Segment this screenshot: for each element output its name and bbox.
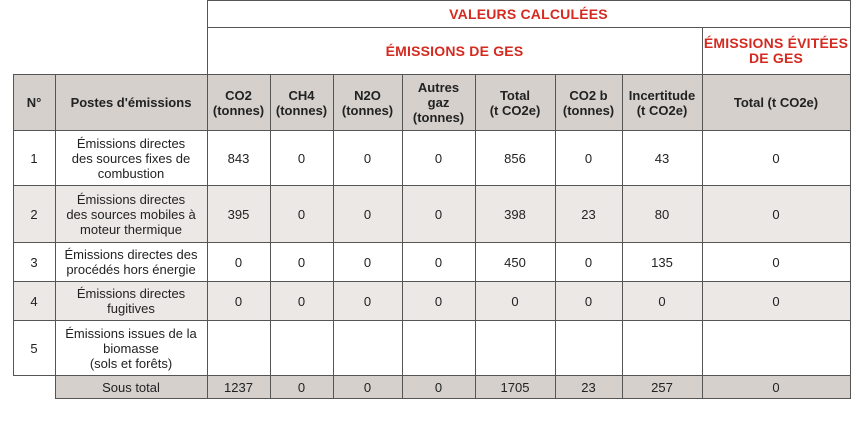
cell-ch4: 0 — [270, 243, 333, 282]
cell-co2: 395 — [207, 186, 270, 243]
row-poste: Émissions directes des sources mobiles à moteur thermique — [55, 186, 207, 243]
cell-autres: 0 — [402, 282, 475, 321]
cell-co2: 0 — [207, 282, 270, 321]
subtotal-ch4: 0 — [270, 376, 333, 399]
cell-incertitude: 135 — [622, 243, 702, 282]
cell-n2o: 0 — [333, 186, 402, 243]
cell-autres: 0 — [402, 186, 475, 243]
cell-total: 398 — [475, 186, 555, 243]
cell-evitees: 0 — [702, 131, 850, 186]
row-poste: Émissions directes fugitives — [55, 282, 207, 321]
col-co2b-header: CO2 b (tonnes) — [555, 75, 622, 131]
cell-autres: 0 — [402, 243, 475, 282]
cell-co2: 843 — [207, 131, 270, 186]
table-row — [0, 243, 850, 282]
cell-incertitude: 80 — [622, 186, 702, 243]
cell-ch4 — [270, 321, 333, 376]
cell-ch4: 0 — [270, 186, 333, 243]
cell-total: 0 — [475, 282, 555, 321]
row-poste: Émissions issues de la biomasse (sols et forêts) — [55, 321, 207, 376]
subtotal-incertitude: 257 — [622, 376, 702, 399]
cell-evitees: 0 — [702, 243, 850, 282]
cell-co2b: 0 — [555, 282, 622, 321]
cell-n2o: 0 — [333, 282, 402, 321]
cell-autres: 0 — [402, 131, 475, 186]
col-incertitude-header: Incertitude (t CO2e) — [622, 75, 702, 131]
table-row — [0, 131, 850, 186]
cell-co2 — [207, 321, 270, 376]
row-number: 5 — [13, 321, 55, 376]
cell-incertitude — [622, 321, 702, 376]
avoided-emissions-heading: ÉMISSIONS ÉVITÉES DE GES — [702, 28, 850, 75]
table-row — [0, 321, 850, 376]
subtotal-total: 1705 — [475, 376, 555, 399]
cell-autres — [402, 321, 475, 376]
subtotal-row — [0, 376, 850, 399]
col-n2o-header: N2O (tonnes) — [333, 75, 402, 131]
row-number: 3 — [13, 243, 55, 282]
cell-co2b: 0 — [555, 243, 622, 282]
cell-total: 856 — [475, 131, 555, 186]
table-row — [0, 186, 850, 243]
subtotal-autres: 0 — [402, 376, 475, 399]
cell-co2b — [555, 321, 622, 376]
col-ch4-header: CH4 (tonnes) — [270, 75, 333, 131]
cell-n2o: 0 — [333, 131, 402, 186]
col-poste-header: Postes d'émissions — [55, 75, 207, 131]
col-total-header: Total (t CO2e) — [475, 75, 555, 131]
cell-evitees: 0 — [702, 186, 850, 243]
cell-total — [475, 321, 555, 376]
cell-co2: 0 — [207, 243, 270, 282]
cell-evitees: 0 — [702, 282, 850, 321]
row-number: 1 — [13, 131, 55, 186]
row-number: 4 — [13, 282, 55, 321]
col-num-header: N° — [13, 75, 55, 131]
col-evitees-header: Total (t CO2e) — [702, 75, 850, 131]
ghg-emissions-heading: ÉMISSIONS DE GES — [207, 28, 702, 75]
cell-n2o: 0 — [333, 243, 402, 282]
calculated-values-heading: VALEURS CALCULÉES — [207, 1, 850, 28]
cell-co2b: 23 — [555, 186, 622, 243]
cell-evitees — [702, 321, 850, 376]
subtotal-co2b: 23 — [555, 376, 622, 399]
cell-n2o — [333, 321, 402, 376]
row-poste: Émissions directes des procédés hors énergie — [55, 243, 207, 282]
subtotal-n2o: 0 — [333, 376, 402, 399]
subtotal-label: Sous total — [55, 376, 207, 399]
cell-incertitude: 43 — [622, 131, 702, 186]
table-row — [0, 282, 850, 321]
cell-incertitude: 0 — [622, 282, 702, 321]
cell-total: 450 — [475, 243, 555, 282]
column-header-row — [0, 75, 850, 131]
cell-ch4: 0 — [270, 131, 333, 186]
cell-co2b: 0 — [555, 131, 622, 186]
row-poste: Émissions directes des sources fixes de combustion — [55, 131, 207, 186]
row-number: 2 — [13, 186, 55, 243]
cell-ch4: 0 — [270, 282, 333, 321]
col-co2-header: CO2 (tonnes) — [207, 75, 270, 131]
subtotal-co2: 1237 — [207, 376, 270, 399]
col-autres-header: Autres gaz (tonnes) — [402, 75, 475, 131]
subtotal-evitees: 0 — [702, 376, 850, 399]
